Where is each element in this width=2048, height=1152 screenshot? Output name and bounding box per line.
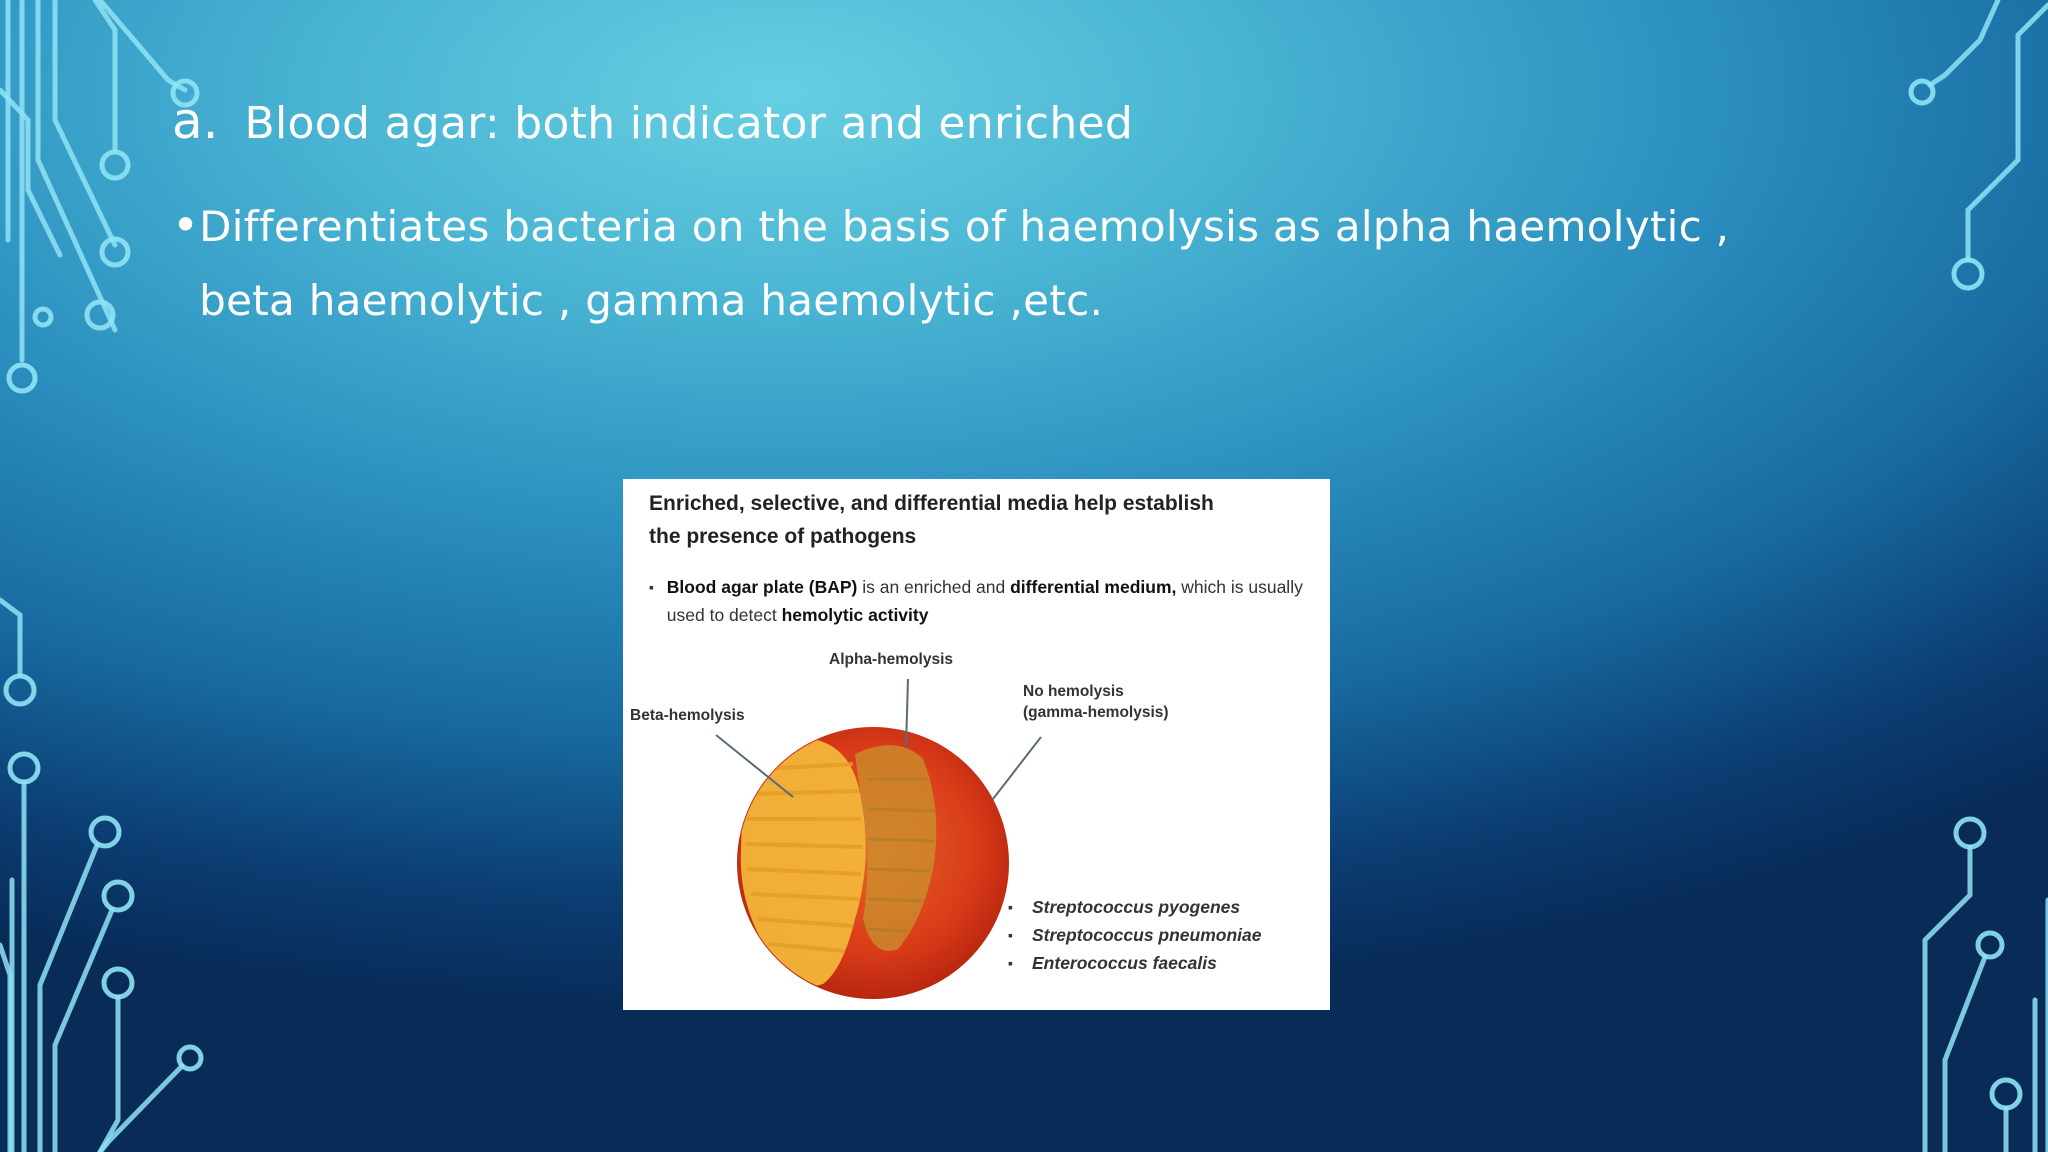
slide-heading (172, 92, 1133, 150)
list-item: ▪ Streptococcus pneumoniae (1008, 925, 1262, 945)
bullet-text: Differentiates bacteria on the basis of haemolysis as alpha haemolytic , beta haemolytic , gamma haemolytic ,etc. (199, 202, 1730, 325)
figure-title: Enriched, selective, and differential media help establish the presence of pathogens (649, 492, 1214, 548)
bullet-dot-icon: • (172, 198, 200, 252)
heading-marker: a. (172, 92, 219, 150)
label-alpha-hemolysis: Alpha-hemolysis (829, 651, 954, 668)
square-bullet-icon: ▪ (649, 579, 654, 595)
list-item: ▪ Streptococcus pyogenes (1008, 897, 1241, 917)
bullet-point (172, 190, 1802, 338)
list-item: ▪ Enterococcus faecalis (1008, 953, 1217, 973)
description-text: Blood agar plate (BAP) is an enriched and differential medium, which is usually used to detect hemolytic activity (666, 577, 1303, 625)
heading-text: Blood agar: both indicator and enriched (244, 98, 1134, 149)
blood-agar-figure (623, 479, 1330, 1010)
label-beta-hemolysis: Beta-hemolysis (630, 707, 745, 724)
species-list (1008, 893, 1262, 977)
label-gamma-hemolysis: No hemolysis (gamma-hemolysis) (1023, 683, 1169, 721)
